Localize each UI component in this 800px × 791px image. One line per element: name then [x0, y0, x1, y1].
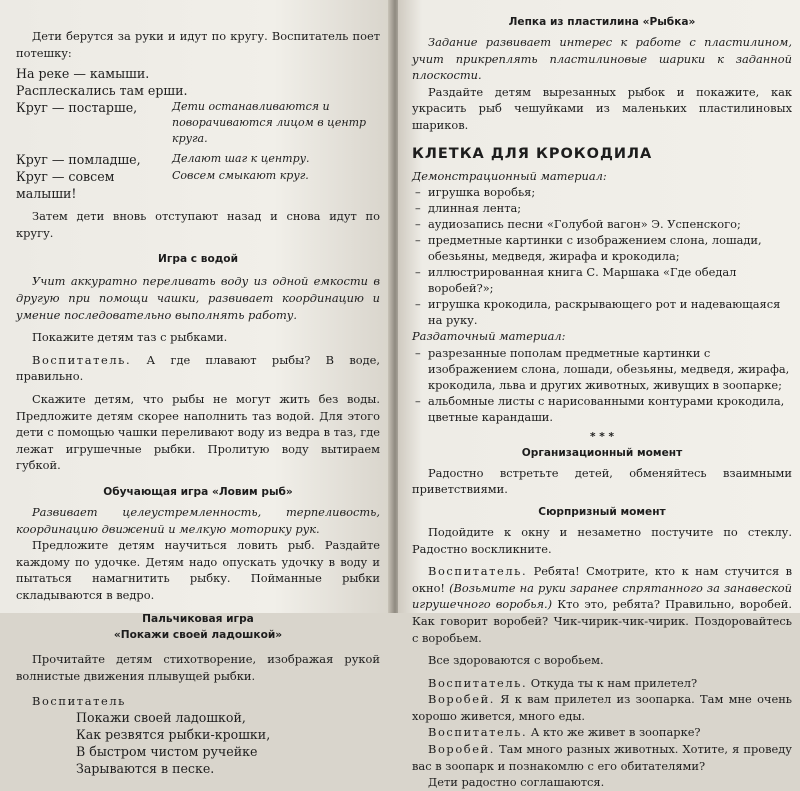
list-item: – игрушка воробья;	[412, 184, 792, 200]
dialogue-text: Там много разных животных. Хотите, я проведу вас в зоопарк и познакомлю с его обитателями?	[412, 742, 792, 773]
paragraph: Дети радостно соглашаются.	[428, 775, 605, 790]
section-divider: * * *	[590, 430, 614, 443]
goal-paragraph: Развивает целеустремленность, терпеливость, координацию движений и мелкую моторику рук.	[16, 504, 380, 536]
speaker-name: Воспитатель.	[428, 725, 528, 740]
speaker-name: Воробей.	[428, 692, 495, 707]
handout-materials-list	[412, 345, 792, 425]
left-column	[16, 28, 380, 777]
paragraph: Предложите детям научиться ловить рыб. Раздайте каждому по удочке. Детям надо опускать удочку в воду и пытаться намагнитить рыбку. Пойманные рыбки складываются в ведро.	[16, 538, 380, 602]
paragraph: Раздайте детям вырезанных рыбок и покажите, как украсить рыб чешуйками из маленьких пластилиновых шариков.	[412, 84, 792, 132]
section-heading: Игра с водой	[157, 253, 239, 266]
section-heading: «Покажи своей ладошкой»	[113, 629, 283, 642]
verse-line: Круг — постарше,	[16, 100, 138, 116]
list-item: – альбомные листы с нарисованными контурами крокодила, цветные карандаши.	[412, 393, 792, 425]
list-item: – иллюстрированная книга С. Маршака «Где обедал воробей?»;	[412, 264, 792, 296]
speaker-name: Воспитатель.	[32, 352, 132, 367]
verse-line: Покажи своей ладошкой,	[76, 710, 246, 726]
verse-row	[16, 99, 380, 147]
dialogue-line	[412, 691, 792, 724]
dialogue-line	[412, 563, 792, 646]
demo-materials-list	[412, 184, 792, 328]
goal-paragraph: Учит аккуратно переливать воду из одной емкости в другую при помощи чашки, развивает координацию и умение последовательно выполнять работу.	[16, 274, 380, 322]
verse-row	[16, 151, 380, 168]
paragraph: Радостно встретьте детей, обменяйтесь взаимными приветствиями.	[412, 465, 792, 497]
verse-line: Как резвятся рыбки-крошки,	[76, 727, 271, 743]
stage-direction: (Возьмите на руки заранее спрятанного за занавеской игрушечного воробья.)	[412, 580, 792, 612]
dialogue-line	[412, 724, 792, 741]
materials-label: Демонстрационный материал:	[412, 168, 607, 183]
verse-line: Зарываются в песке.	[76, 761, 215, 777]
paragraph: Все здороваются с воробьем.	[428, 653, 604, 668]
stage-direction: Делают шаг к центру.	[172, 152, 310, 166]
stage-direction: Дети останавливаются и поворачиваются лицом в центр круга.	[172, 100, 367, 146]
speaker-name: Воспитатель.	[428, 675, 528, 690]
dialogue-line	[412, 741, 792, 774]
list-item: – длинная лента;	[412, 200, 792, 216]
dialogue-text: А кто же живет в зоопарке?	[527, 725, 701, 740]
section-heading: Сюрпризный момент	[538, 505, 666, 518]
paragraph: Подойдите к окну и незаметно постучите по стеклу. Радостно воскликните.	[412, 524, 792, 556]
paragraph: Прочитайте детям стихотворение, изображая рукой волнистые движения плывущей рыбки.	[16, 652, 380, 684]
verse-line: На реке — камыши.	[16, 66, 150, 82]
list-item: – игрушка крокодила, раскрывающего рот и надевающаяся на руку.	[412, 296, 792, 328]
dialogue-text: А где плавают рыбы? В воде, правильно.	[16, 352, 380, 384]
section-heading: Обучающая игра «Ловим рыб»	[103, 485, 293, 498]
right-column	[412, 14, 792, 791]
section-heading: Пальчиковая игра	[142, 613, 254, 626]
verse-line: Расплескались там ерши.	[16, 83, 188, 99]
materials-label: Раздаточный материал:	[412, 329, 566, 344]
verse-line: Круг — совсем малыши!	[16, 169, 115, 202]
dialogue-line	[412, 675, 792, 692]
intro-paragraph: Дети берутся за руки и идут по кругу. Воспитатель поет потешку:	[16, 29, 380, 60]
right-page	[398, 0, 800, 790]
lesson-title: КЛЕТКА ДЛЯ КРОКОДИЛА	[412, 145, 653, 162]
speaker-name: Воробей.	[428, 742, 495, 757]
stage-direction: Совсем смыкают круг.	[172, 169, 309, 183]
verse-line: В быстром чистом ручейке	[76, 744, 258, 760]
speaker-name: Воспитатель	[32, 693, 126, 708]
paragraph: Затем дети вновь отступают назад и снова идут по кругу.	[16, 209, 380, 240]
poem	[16, 709, 380, 777]
dialogue-text: Ребята! Смотрите, кто к нам стучится в окно!	[412, 564, 792, 595]
dialogue-line	[16, 352, 380, 385]
section-heading: Организационный момент	[521, 446, 683, 459]
verse-line: Круг — помладше,	[16, 152, 141, 168]
dialogue-text: Я к вам прилетел из зоопарка. Там мне очень хорошо живется, много еды.	[412, 692, 792, 723]
list-item: – разрезанные пополам предметные картинки с изображением слона, лошади, обезьяны, медведя, жирафа, крокодила, льва и других животных, живущих в зоопарке;	[412, 345, 792, 393]
dialogue-text: Откуда ты к нам прилетел?	[527, 675, 698, 690]
list-item: – аудиозапись песни «Голубой вагон» Э. Успенского;	[412, 216, 792, 232]
speaker-name: Воспитатель.	[428, 564, 528, 579]
list-item: – предметные картинки с изображением слона, лошади, обезьяны, медведя, жирафа и крокодила;	[412, 232, 792, 264]
section-heading: Лепка из пластилина «Рыбка»	[508, 16, 696, 28]
left-page	[0, 0, 392, 777]
paragraph: Покажите детям таз с рыбками.	[32, 330, 228, 345]
goal-paragraph: Задание развивает интерес к работе с пластилином, учит прикреплять пластилиновые шарики к заданной плоскости.	[412, 35, 792, 83]
paragraph: Скажите детям, что рыбы не могут жить без воды. Предложите детям скорее наполнить таз водой. Для этого дети с помощью чашки переливают воду из ведра в таз, где лежат игрушечные рыбки. Пролитую воду вытираем губкой.	[16, 391, 380, 473]
verse-row	[16, 168, 380, 202]
dialogue-text: Кто это, ребята? Правильно, воробей. Как говорит воробей? Чик-чирик-чик-чирик. Поздоровайтесь с воробьем.	[412, 597, 792, 645]
